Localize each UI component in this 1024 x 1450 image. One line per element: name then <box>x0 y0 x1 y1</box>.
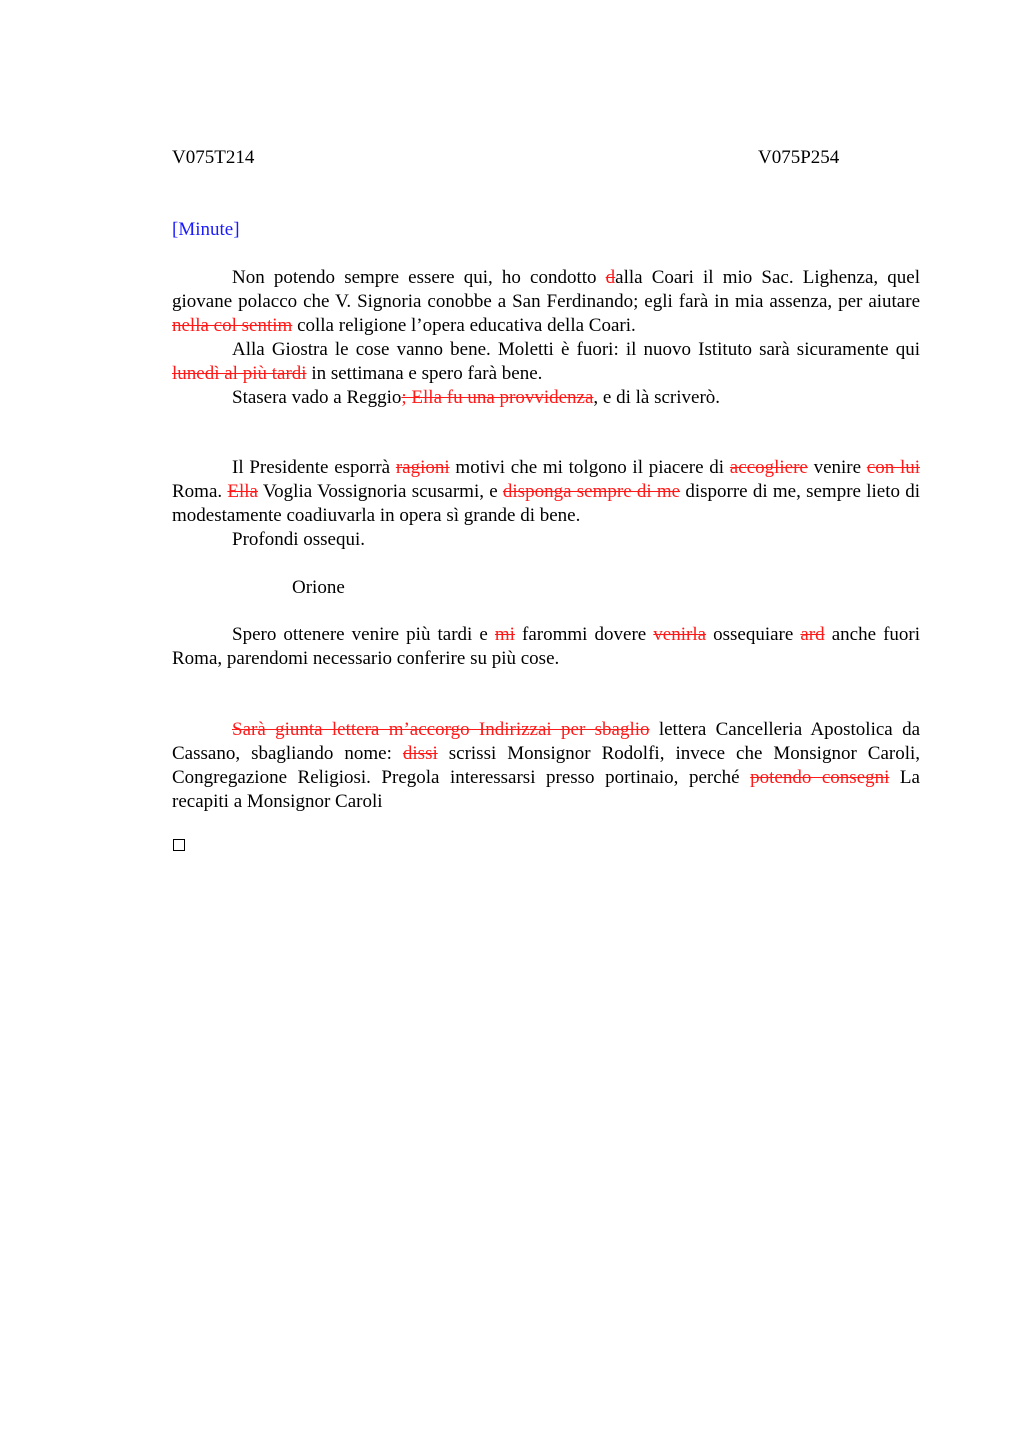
paragraph: Spero ottenere venire più tardi e mi farommi dovere venirla ossequiare ard anche fuori Roma, parendomi necessario conferire su più cose. <box>172 624 921 669</box>
paragraph: Il Presidente esporrà ragioni motivi che mi tolgono il piacere di accogliere venire con lui Roma. Ella Voglia Vossignoria scusarmi, e disponga sempre di me disporre di me, sempre lieto di modestamente coadiuvarla in opera sì grande di bene. <box>172 457 920 526</box>
deleted-text: Sarà giunta lettera m’accorgo Indirizzai per sbaglio <box>232 719 650 740</box>
minute-label: [Minute] <box>172 219 240 240</box>
paragraph-block-2 <box>172 456 920 552</box>
paragraph-block-3 <box>172 623 920 671</box>
paragraph-block-1 <box>172 266 920 410</box>
paragraph: Stasera vado a Reggio; Ella fu una provvidenza, e di là scriverò. <box>232 387 721 408</box>
paragraph-block-4 <box>172 718 920 814</box>
deleted-text: ragioni <box>395 457 450 478</box>
deleted-text: ard <box>800 624 825 645</box>
deleted-text: nella col sentim <box>172 315 293 336</box>
deleted-text: dissi <box>402 743 438 764</box>
document-code-right: V075P254 <box>758 147 840 168</box>
deleted-text: ; Ella fu una provvidenza <box>401 387 594 408</box>
paragraph: Sarà giunta lettera m’accorgo Indirizzai per sbaglio lettera Cancelleria Apostolica da Cassano, sbagliando nome: dissi scrissi Monsignor Rodolfi, invece che Monsignor Caroli, Congregazione Religiosi. Pregola interessarsi presso portinaio, perché potendo consegni La recapiti a Monsignor Caroli <box>172 719 921 812</box>
deleted-text: accogliere <box>729 457 808 478</box>
deleted-text: venirla <box>653 624 707 645</box>
deleted-text: potendo consegni <box>750 767 890 788</box>
deleted-text: disponga sempre di me <box>502 481 681 502</box>
paragraph: Alla Giostra le cose vanno bene. Moletti è fuori: il nuovo Istituto sarà sicuramente qui lunedì al più tardi in settimana e spero farà bene. <box>172 339 920 384</box>
paragraph: Profondi ossequi. <box>232 529 365 550</box>
deleted-text: con lui <box>866 457 920 478</box>
deleted-text: Ella <box>227 481 258 502</box>
deleted-text: mi <box>494 624 515 645</box>
signature: Orione <box>292 577 345 598</box>
deleted-text: d <box>605 267 616 288</box>
document-code-left: V075T214 <box>172 147 255 168</box>
deleted-text: lunedì al più tardi <box>172 363 307 384</box>
paragraph: Non potendo sempre essere qui, ho condotto dalla Coari il mio Sac. Lighenza, quel giovane polacco che V. Signoria conobbe a San Ferdinando; egli farà in mia assenza, per aiutare nella col sentim colla religione l’opera educativa della Coari. <box>172 267 920 336</box>
empty-square-icon <box>173 839 185 851</box>
